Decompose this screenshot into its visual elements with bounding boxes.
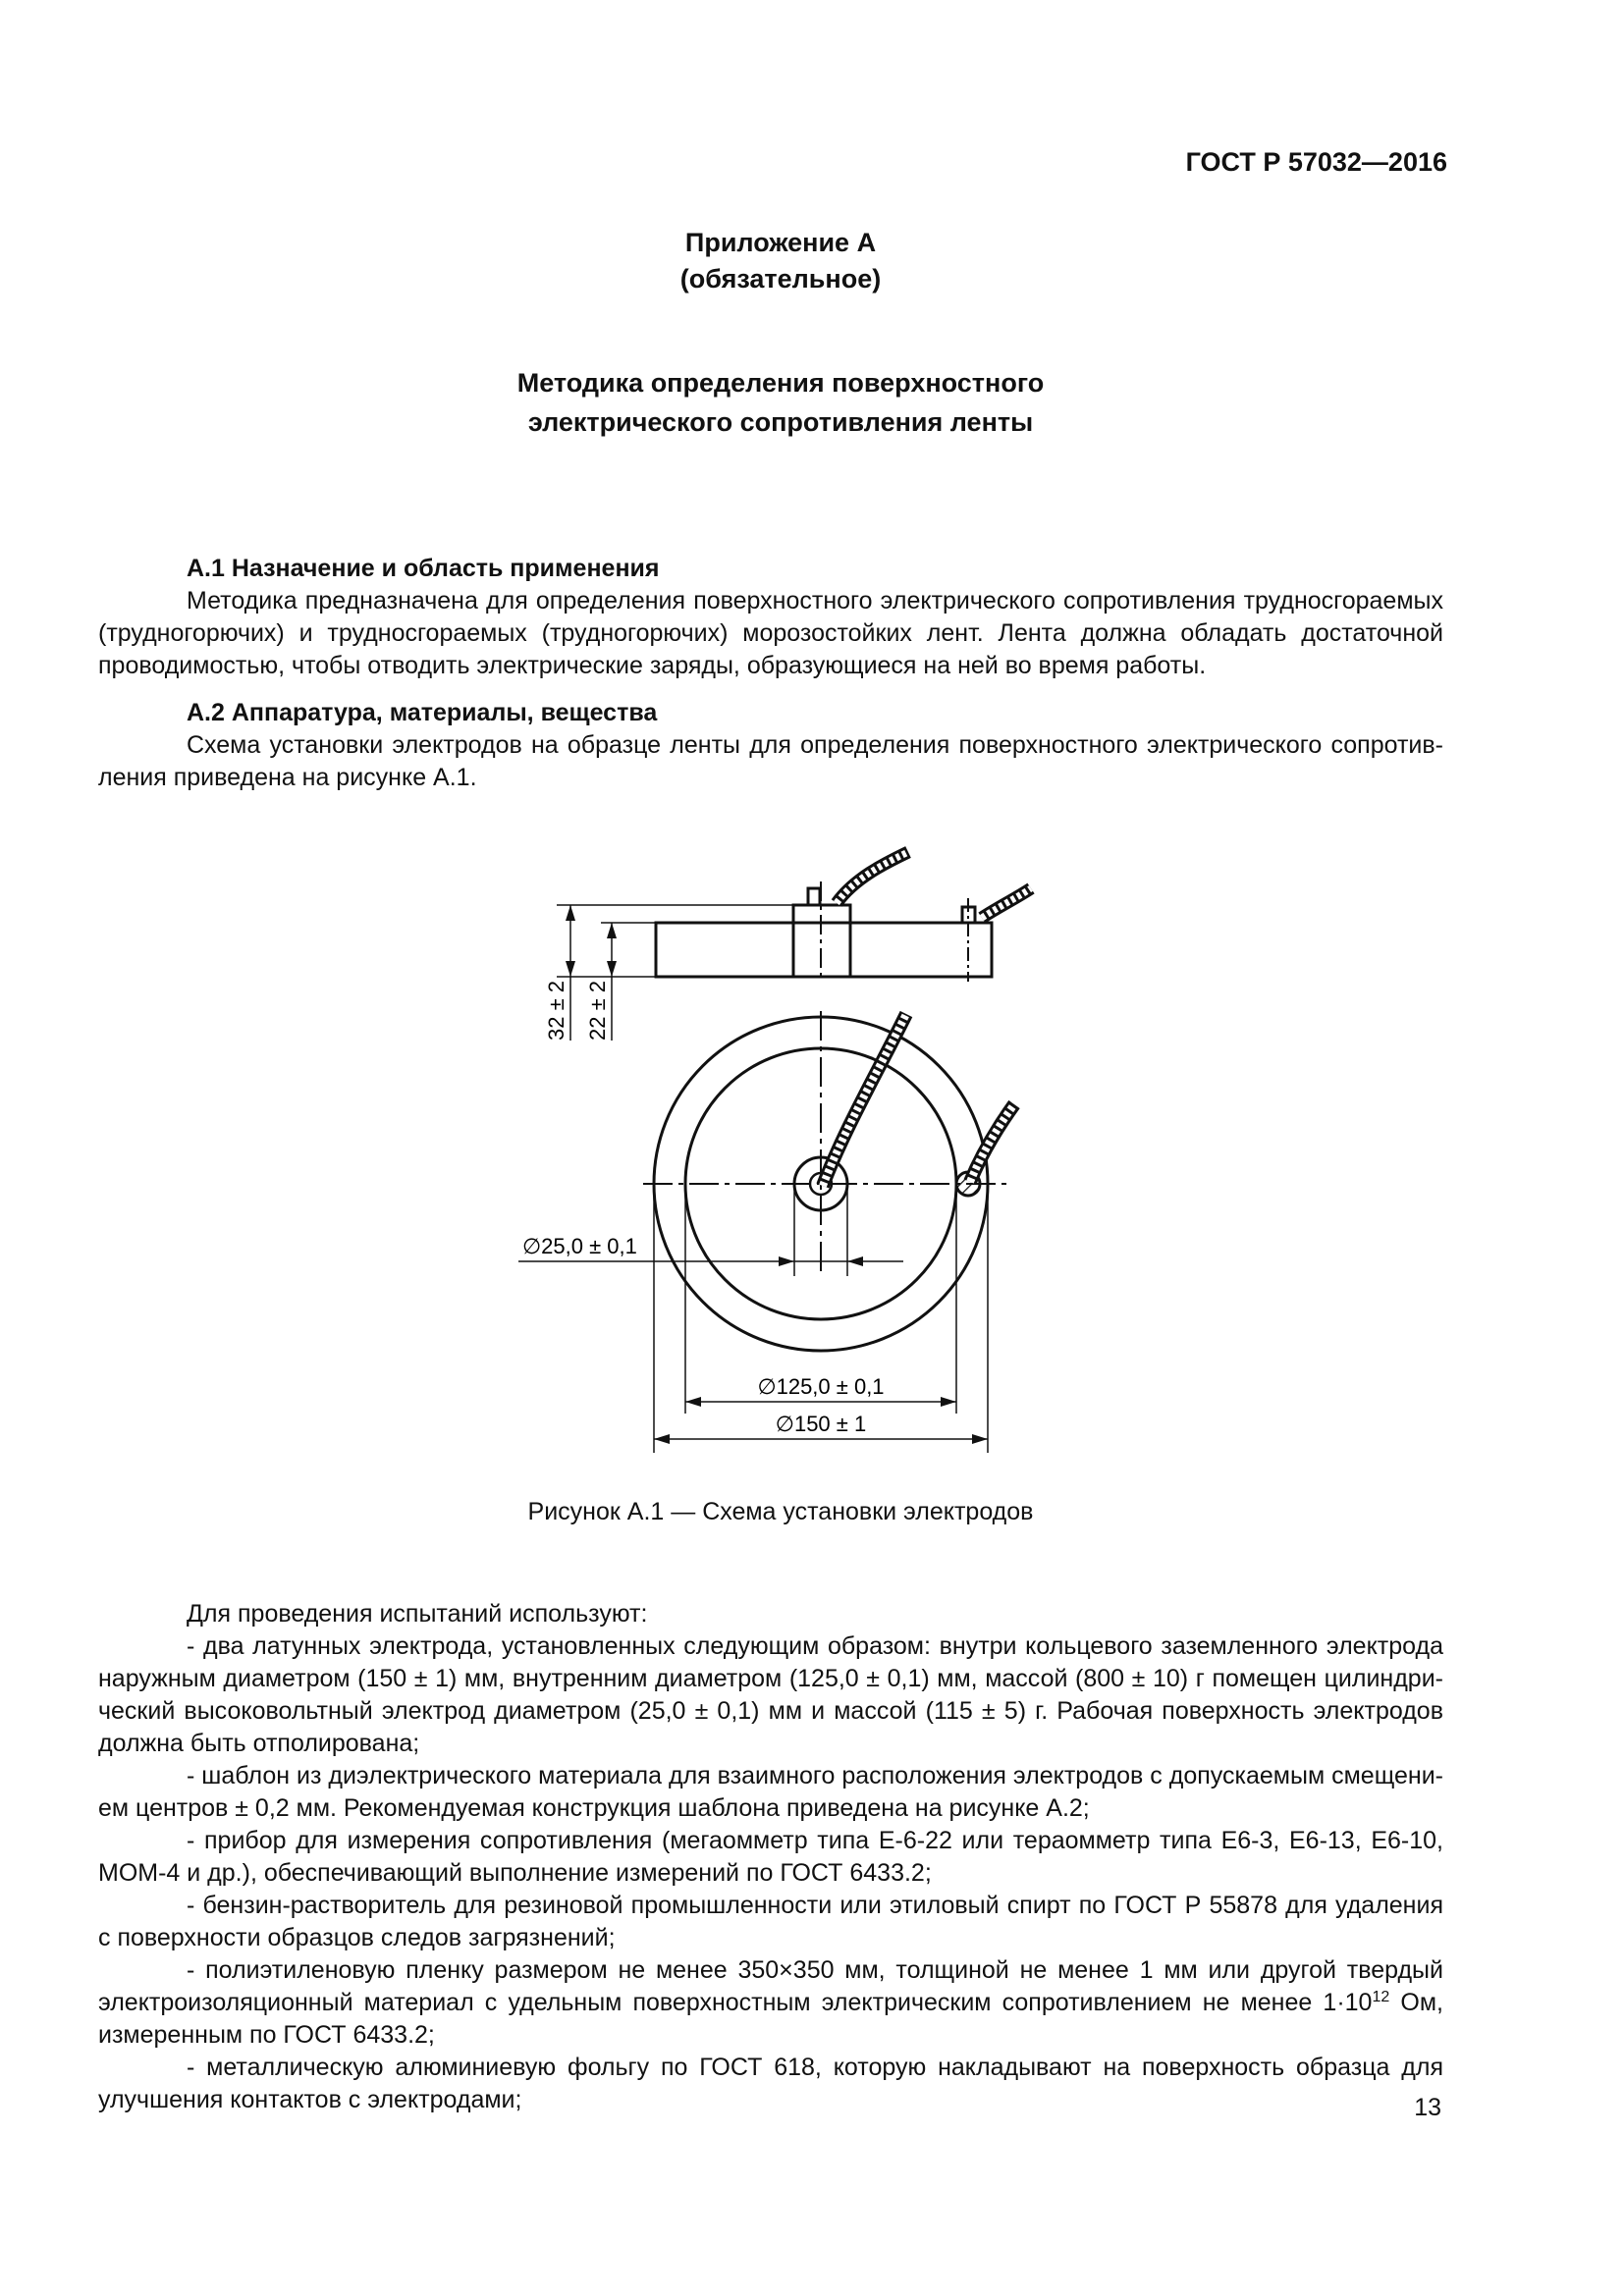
center-terminal	[808, 888, 820, 905]
item5-line1: - полиэтиленовую пленку размером не менее 350×350 мм, толщиной не менее 1 мм или другой твердый	[187, 1956, 1443, 1984]
wires-plan	[823, 1014, 1014, 1186]
item5-line2	[98, 1987, 1443, 2019]
appendix-title	[0, 228, 1561, 294]
item2-line1: - шаблон из диэлектрического материала для взаимного расположения электродов с допускаемым смещени-	[187, 1762, 1443, 1789]
section-a1-heading: А.1 Назначение и область применения	[187, 555, 660, 582]
item4-line2: с поверхности образцов следов загрязнений;	[98, 1924, 616, 1951]
section-a1-line2: (трудногорючих) и трудносгораемых (трудногорючих) морозостойких лент. Лента должна обладать достаточной	[98, 619, 1443, 647]
dim-d125-label: ∅125,0 ± 0,1	[757, 1374, 885, 1399]
item2-line2: ем центров ± 0,2 мм. Рекомендуемая конструкция шаблона приведена на рисунке А.2;	[98, 1794, 1090, 1822]
equipment-intro: Для проведения испытаний используют:	[187, 1600, 648, 1628]
section-a1-line1: Методика предназначена для определения поверхностного электрического сопротивления трудносгораемых	[187, 587, 1443, 614]
standard-number: ГОСТ Р 57032—2016	[1185, 147, 1447, 177]
item6-line1: - металлическую алюминиевую фольгу по ГОСТ 618, которую накладывают на поверхность образца для	[187, 2054, 1443, 2081]
method-title-line2: электрического сопротивления ленты	[527, 407, 1034, 437]
method-title	[0, 363, 1561, 442]
appendix-status: (обязательное)	[679, 264, 882, 294]
ring-electrode-side	[656, 923, 992, 977]
section-a1-line3: проводимостью, чтобы отводить электрические заряды, образующиеся на ней во время работы.	[98, 652, 1207, 679]
equipment-list	[98, 1598, 1443, 2116]
section-a2-line1: Схема установки электродов на образце ленты для определения поверхностного электрического сопротив-	[187, 731, 1443, 759]
item5-unit: Ом,	[1389, 1989, 1443, 2016]
item6-line2: улучшения контактов с электродами;	[98, 2086, 522, 2113]
dim-32-label: 32 ± 2	[544, 980, 568, 1041]
method-title-line1: Методика определения поверхностного	[516, 368, 1045, 398]
appendix-label: Приложение А	[684, 228, 877, 257]
item1-line2: наружным диаметром (150 ± 1) мм, внутренним диаметром (125,0 ± 0,1) мм, массой (800 ± 10) г помещен цилиндри-	[98, 1665, 1443, 1692]
wires-side	[837, 852, 1031, 918]
page-number: 13	[1414, 2094, 1441, 2121]
side-view	[557, 881, 992, 1041]
item3-line2: МОМ-4 и др.), обеспечивающий выполнение измерений по ГОСТ 6433.2;	[98, 1859, 932, 1887]
item1-line3: ческий высоковольтный электрод диаметром (25,0 ± 0,1) мм и массой (115 ± 5) г. Рабочая поверхность электродов	[98, 1697, 1443, 1725]
item3-line1: - прибор для измерения сопротивления (мегаомметр типа Е-6-22 или тераомметр типа Е6-3, Е6-13, Е6-10,	[187, 1827, 1443, 1854]
electrode-diagram	[491, 839, 1080, 1477]
item5-exponent: 12	[1372, 1989, 1390, 2005]
item5-line2-text: электроизоляционный материал с удельным поверхностным электрическим сопротивлением не менее 1·10	[98, 1989, 1373, 2016]
dim-d150-label: ∅150 ± 1	[775, 1412, 867, 1436]
section-a2-heading: А.2 Аппаратура, материалы, вещества	[187, 699, 658, 726]
dimension-arrows-side	[566, 905, 617, 977]
section-a1	[98, 553, 1443, 682]
dim-22-label: 22 ± 2	[585, 980, 610, 1041]
item5-line3: измеренным по ГОСТ 6433.2;	[98, 2021, 435, 2049]
section-a2-line2: ления приведена на рисунке А.1.	[98, 764, 477, 791]
figure-caption: Рисунок А.1 — Схема установки электродов	[527, 1498, 1034, 1525]
section-a2	[98, 697, 1443, 794]
dim-d25-label: ∅25,0 ± 0,1	[522, 1234, 637, 1258]
item1-line4: должна быть отполирована;	[98, 1730, 420, 1757]
item4-line1: - бензин-растворитель для резиновой промышленности или этиловый спирт по ГОСТ Р 55878 для удаления	[187, 1892, 1443, 1919]
item1-line1: - два латунных электрода, установленных следующим образом: внутри кольцевого заземленного электрода	[187, 1632, 1443, 1660]
